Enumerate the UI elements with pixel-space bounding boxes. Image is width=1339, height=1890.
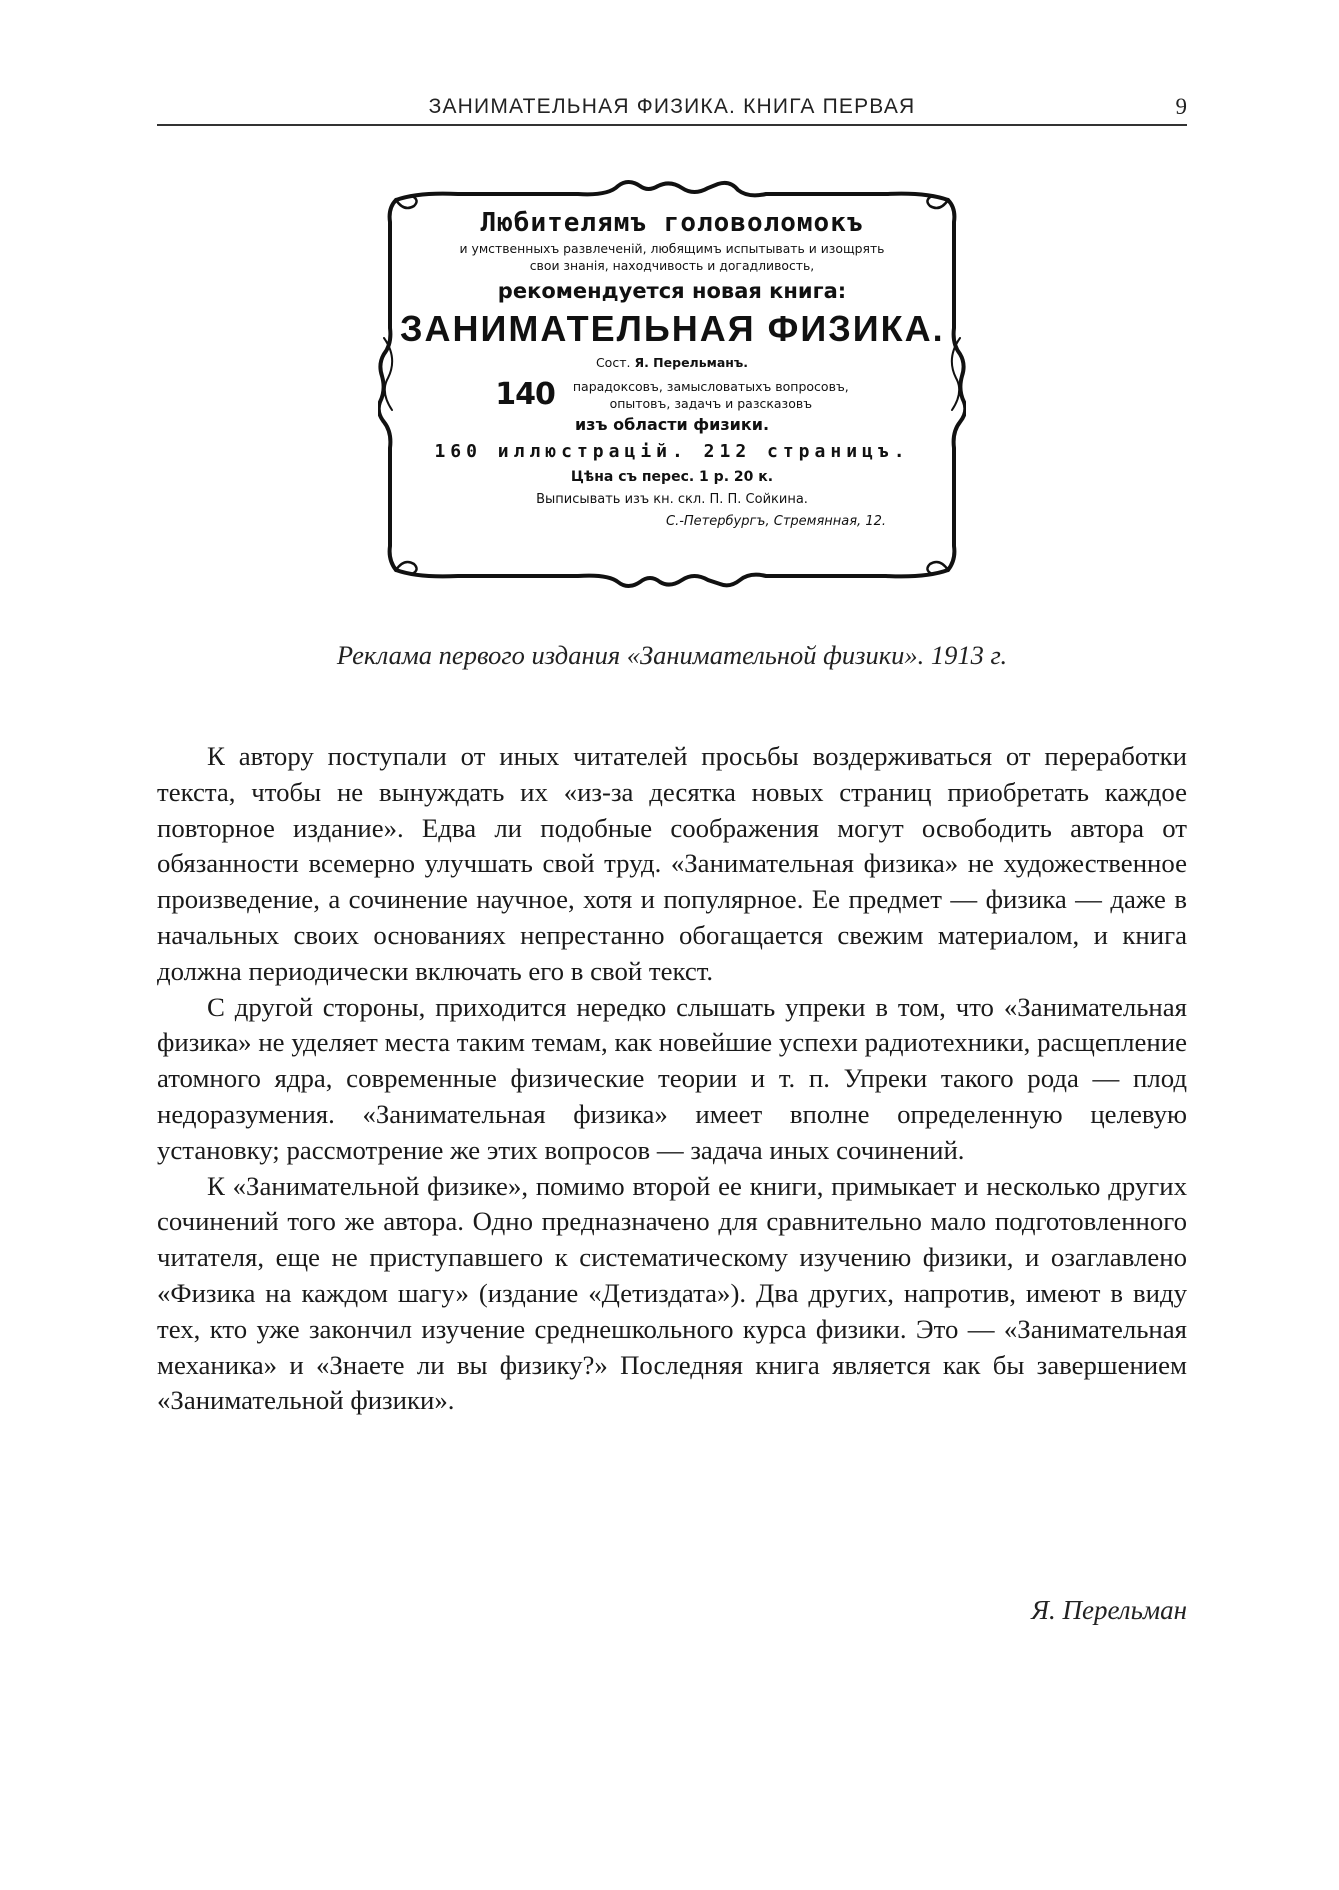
running-header [157,94,1187,126]
ad-author-name: Я. Перельманъ. [634,355,749,370]
ad-subject: изъ области физики. [574,415,770,434]
paragraph: К «Занимательной физике», помимо второй ее книги, примыкает и несколько других сочинений того же автора. Одно предназначено для сравнительно мало подготовленного читателя, еще не приступавшего к систематическому изучению физики, и озаглавлено «Физика на каждом шагу» (издание «Детиздата»). Два других, напротив, имеют в виду тех, кто уже закончил изучение среднешкольного курса физики. Это — «Занимательная механика» и «Знаете ли вы физику?» Последняя книга является как бы завершением «Занимательной физики». [157,1170,1187,1416]
ad-author-prefix: Сост. [595,355,631,370]
ad-recommend: рекомендуется новая книга: [497,279,847,303]
ad-price: Цѣна съ перес. 1 р. 20 к. [570,469,774,485]
ad-count-text-1: парадоксовъ, замысловатыхъ вопросовъ, [572,378,849,394]
advertisement-text [400,206,944,533]
ad-count-block [400,377,944,412]
paragraph: К автору поступали от иных читателей просьбы воздерживаться от переработки текста, чтобы не вынуждать их «из-за десятка новых страниц приобретать каждое повторное издание». Едва ли подобные соображения могут освободить автора от обязанности всемерно улучшать свой труд. «Занимательная физика» не художественное произведение, а сочинение научное, хотя и популярное. Ее предмет — физика — даже в начальных своих основаниях непрестанно обогащается свежим материалом, и книга должна периодически включать его в свой текст. [157,741,1187,986]
ad-count: 140 [495,377,555,412]
ad-count-text-2: опытовъ, задачъ и разсказовъ [609,395,813,411]
ad-line: и умственныхъ развлеченій, любящимъ испытывать и изощрять [459,241,885,256]
ad-count-text [573,378,849,412]
page-number: 9 [1175,94,1187,119]
author-signature: Я. Перельман [1031,1595,1187,1625]
ad-line: свои знанія, находчивость и догадливость, [529,258,815,273]
running-title: ЗАНИМАТЕЛЬНАЯ ФИЗИКА. КНИГА ПЕРВАЯ [428,95,916,118]
ad-order: Выписывать изъ кн. скл. П. П. Сойкина. [536,492,808,507]
figure-caption: Реклама первого издания «Занимательной физики». 1913 г. [336,640,1008,670]
ad-author [400,352,944,374]
ad-stats: 160 иллюстрацій. 212 страницъ. [434,441,910,462]
advertisement-figure [378,178,966,590]
ad-address: С.-Петербургъ, Стремянная, 12. [666,514,886,529]
body-text [157,739,1187,1419]
paragraph: С другой стороны, приходится нередко слышать упреки в том, что «Занимательная физика» не уделяет места таким темам, как новейшие успехи радиотехники, расщепление атомного ядра, современные физические теории и т. п. Упреки такого рода — плод недоразумения. «Занимательная физика» имеет вполне определенную целевую установку; рассмотрение же этих вопросов — задача иных сочинений. [157,991,1187,1165]
ad-book-title: ЗАНИМАТЕЛЬНАЯ ФИЗИКА. [400,308,945,349]
ad-headline: Любителямъ головоломокъ [480,208,864,238]
